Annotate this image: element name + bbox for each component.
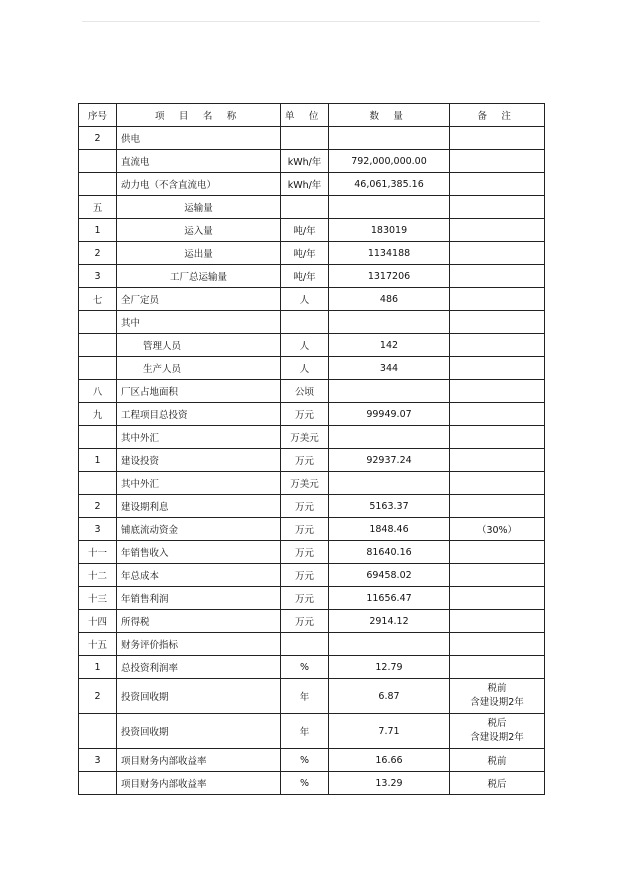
cell-name: 运输量 [117,196,281,219]
cell-unit: 万元 [281,610,329,633]
cell-seq: 1 [79,219,117,242]
cell-unit: 人 [281,288,329,311]
table-row [79,403,545,426]
cell-remark [450,495,545,518]
cell-remark [450,357,545,380]
cell-remark [450,173,545,196]
cell-seq: 1 [79,449,117,472]
cell-remark [450,679,545,714]
header-remark: 备 注 [450,104,545,127]
cell-quantity [329,380,450,403]
cell-name: 其中外汇 [117,472,281,495]
cell-quantity [329,311,450,334]
cell-remark: 税后 [450,772,545,795]
cell-quantity [329,196,450,219]
cell-seq: 3 [79,518,117,541]
cell-remark [450,633,545,656]
table-row [79,679,545,714]
cell-seq: 2 [79,127,117,150]
cell-seq [79,150,117,173]
cell-unit: % [281,749,329,772]
table-row [79,518,545,541]
cell-remark [450,610,545,633]
cell-name: 项目财务内部收益率 [117,749,281,772]
cell-remark [450,334,545,357]
cell-name: 厂区占地面积 [117,380,281,403]
cell-name: 工程项目总投资 [117,403,281,426]
cell-remark [450,656,545,679]
cell-unit [281,633,329,656]
cell-quantity: 16.66 [329,749,450,772]
cell-quantity [329,472,450,495]
table-row [79,288,545,311]
cell-name: 其中 [117,311,281,334]
cell-unit: 人 [281,334,329,357]
cell-quantity: 142 [329,334,450,357]
cell-unit [281,311,329,334]
cell-quantity: 12.79 [329,656,450,679]
table-row [79,311,545,334]
cell-seq [79,772,117,795]
cell-unit: kWh/年 [281,173,329,196]
cell-seq: 五 [79,196,117,219]
project-indicator-table [78,103,545,795]
cell-unit: % [281,772,329,795]
cell-quantity: 46,061,385.16 [329,173,450,196]
cell-unit: 吨/年 [281,242,329,265]
cell-remark [450,380,545,403]
cell-name: 年销售利润 [117,587,281,610]
cell-unit: 人 [281,357,329,380]
cell-unit: % [281,656,329,679]
cell-quantity [329,633,450,656]
cell-quantity: 5163.37 [329,495,450,518]
table-row [79,656,545,679]
cell-quantity: 1134188 [329,242,450,265]
cell-remark [450,541,545,564]
cell-seq: 2 [79,679,117,714]
cell-unit: 万元 [281,564,329,587]
remark-line: 税后 [487,718,507,729]
cell-name: 动力电（不含直流电） [117,173,281,196]
table-row [79,380,545,403]
cell-name: 管理人员 [117,334,281,357]
table-row [79,541,545,564]
table-row [79,772,545,795]
cell-name: 全厂定员 [117,288,281,311]
cell-unit: 万元 [281,587,329,610]
cell-unit: 吨/年 [281,265,329,288]
cell-name: 投资回收期 [117,679,281,714]
cell-quantity: 486 [329,288,450,311]
cell-remark [450,265,545,288]
cell-remark [450,714,545,749]
cell-unit: 吨/年 [281,219,329,242]
table-row [79,242,545,265]
cell-seq: 2 [79,242,117,265]
cell-quantity: 13.29 [329,772,450,795]
cell-seq [79,311,117,334]
cell-seq: 2 [79,495,117,518]
cell-name: 年销售收入 [117,541,281,564]
cell-unit: 万元 [281,541,329,564]
header-name: 项 目 名 称 [117,104,281,127]
cell-seq: 八 [79,380,117,403]
table-row [79,633,545,656]
cell-name: 年总成本 [117,564,281,587]
table-row [79,749,545,772]
cell-name: 总投资利润率 [117,656,281,679]
header-unit: 单 位 [281,104,329,127]
cell-name: 工厂总运输量 [117,265,281,288]
table-row [79,150,545,173]
cell-unit: kWh/年 [281,150,329,173]
table-row [79,472,545,495]
cell-quantity: 183019 [329,219,450,242]
cell-quantity: 792,000,000.00 [329,150,450,173]
cell-unit: 万元 [281,449,329,472]
remark-line: 税前 [487,683,507,694]
cell-seq [79,334,117,357]
cell-unit [281,196,329,219]
table-row [79,564,545,587]
cell-remark [450,219,545,242]
cell-seq: 十三 [79,587,117,610]
table-row [79,196,545,219]
cell-seq: 1 [79,656,117,679]
cell-seq: 3 [79,749,117,772]
cell-remark [450,288,545,311]
cell-quantity: 6.87 [329,679,450,714]
cell-remark [450,127,545,150]
cell-remark [450,242,545,265]
cell-unit: 万元 [281,518,329,541]
cell-name: 财务评价指标 [117,633,281,656]
cell-seq [79,714,117,749]
header-seq: 序号 [79,104,117,127]
cell-remark [450,564,545,587]
cell-seq [79,472,117,495]
cell-seq: 七 [79,288,117,311]
cell-remark: （30%） [450,518,545,541]
cell-name: 所得税 [117,610,281,633]
cell-seq: 十二 [79,564,117,587]
cell-quantity [329,426,450,449]
table-row [79,495,545,518]
cell-remark [450,449,545,472]
cell-name: 生产人员 [117,357,281,380]
cell-name: 铺底流动资金 [117,518,281,541]
table-row [79,127,545,150]
cell-unit: 公顷 [281,380,329,403]
cell-quantity: 1317206 [329,265,450,288]
cell-remark [450,472,545,495]
cell-quantity: 99949.07 [329,403,450,426]
cell-remark [450,426,545,449]
cell-seq [79,357,117,380]
cell-seq: 十五 [79,633,117,656]
cell-remark [450,196,545,219]
cell-unit [281,127,329,150]
cell-quantity [329,127,450,150]
cell-name: 项目财务内部收益率 [117,772,281,795]
table-row [79,587,545,610]
cell-quantity: 344 [329,357,450,380]
table-row [79,426,545,449]
cell-quantity: 92937.24 [329,449,450,472]
table-header-row [79,104,545,127]
cell-seq [79,173,117,196]
cell-name: 其中外汇 [117,426,281,449]
cell-seq [79,426,117,449]
cell-remark [450,311,545,334]
cell-quantity: 81640.16 [329,541,450,564]
table-row [79,173,545,196]
cell-quantity: 11656.47 [329,587,450,610]
cell-unit: 年 [281,714,329,749]
cell-seq: 九 [79,403,117,426]
header-quantity: 数 量 [329,104,450,127]
cell-unit: 年 [281,679,329,714]
cell-name: 运出量 [117,242,281,265]
cell-remark [450,587,545,610]
cell-remark [450,403,545,426]
cell-unit: 万美元 [281,472,329,495]
cell-name: 运入量 [117,219,281,242]
table-row [79,334,545,357]
cell-name: 直流电 [117,150,281,173]
table-row [79,357,545,380]
table-row [79,265,545,288]
table-row [79,449,545,472]
table-row [79,219,545,242]
table-row [79,714,545,749]
remark-line: 含建设期2年 [470,697,524,708]
cell-unit: 万元 [281,403,329,426]
cell-unit: 万美元 [281,426,329,449]
cell-name: 建设期利息 [117,495,281,518]
cell-remark: 税前 [450,749,545,772]
page-header-rule [82,21,540,22]
cell-quantity: 1848.46 [329,518,450,541]
cell-quantity: 69458.02 [329,564,450,587]
cell-quantity: 7.71 [329,714,450,749]
cell-seq: 十一 [79,541,117,564]
remark-line: 含建设期2年 [470,732,524,743]
cell-name: 供电 [117,127,281,150]
cell-quantity: 2914.12 [329,610,450,633]
cell-name: 投资回收期 [117,714,281,749]
cell-remark [450,150,545,173]
cell-name: 建设投资 [117,449,281,472]
cell-seq: 十四 [79,610,117,633]
cell-seq: 3 [79,265,117,288]
cell-unit: 万元 [281,495,329,518]
table-row [79,610,545,633]
